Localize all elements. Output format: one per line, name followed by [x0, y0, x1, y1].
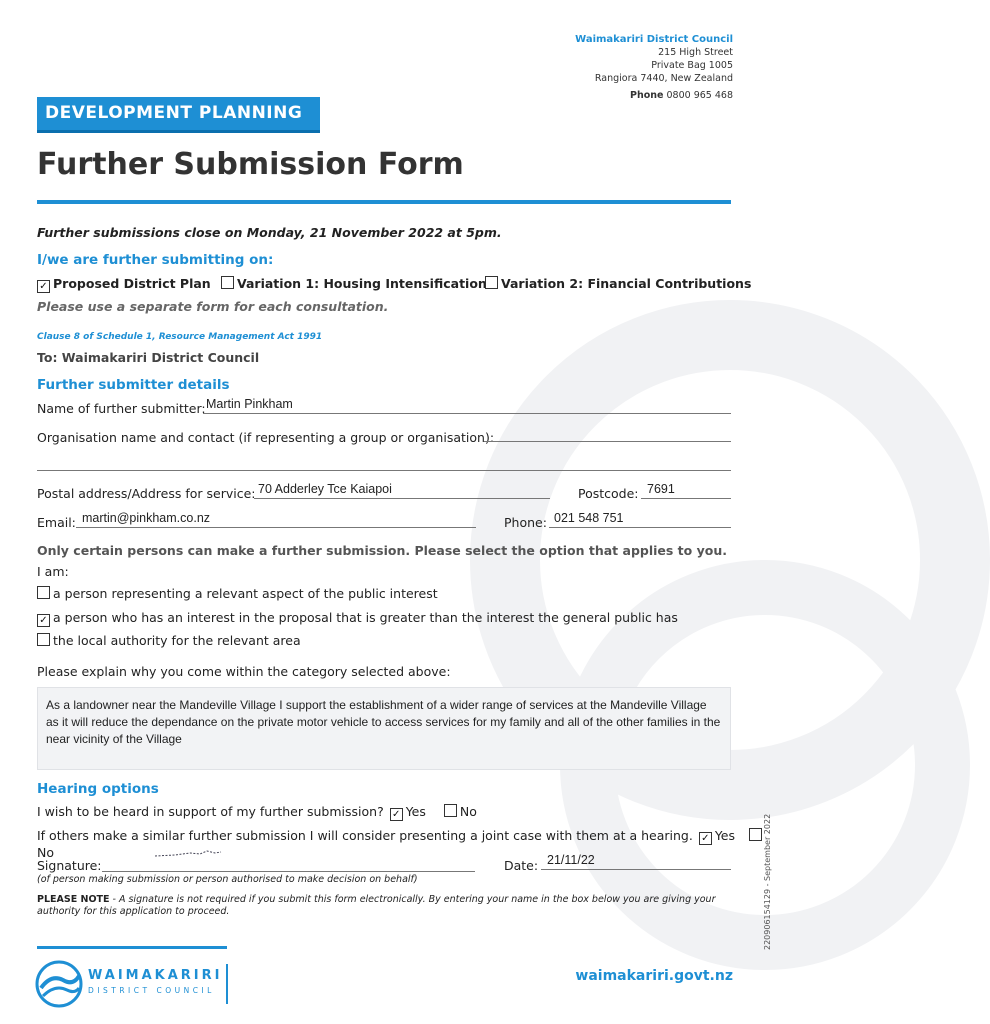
email-underline — [76, 527, 476, 528]
phone-underline — [549, 527, 731, 528]
option-variation-1[interactable] — [221, 276, 487, 291]
hearing-question-1 — [37, 804, 477, 821]
logo-divider — [226, 964, 228, 1004]
address-underline — [254, 498, 550, 499]
checkbox-checked[interactable]: ✓ — [37, 280, 50, 293]
name-label: Name of further submitter: — [37, 401, 206, 416]
checkbox[interactable] — [37, 633, 50, 646]
organisation-underline-2 — [37, 470, 731, 471]
phone-value: 0800 965 468 — [666, 90, 733, 101]
signature-scribble — [155, 848, 355, 862]
checkbox-checked[interactable]: ✓ — [37, 614, 50, 627]
close-notice: Further submissions close on Monday, 21 November 2022 at 5pm. — [37, 225, 502, 240]
logo-sub: DISTRICT COUNCIL — [88, 986, 215, 995]
postcode-label: Postcode: — [578, 486, 639, 501]
please-note-text: - A signature is not required if you submit this form electronically. By entering your name in the box below you are giving your authority for this application to proceed. — [37, 894, 716, 917]
eligibility-option-greater-interest[interactable] — [37, 610, 678, 627]
submitter-heading: Further submitter details — [37, 377, 230, 393]
address-label: Postal address/Address for service: — [37, 486, 256, 501]
date-underline — [541, 869, 731, 870]
title-rule — [37, 200, 731, 204]
organisation-underline — [484, 441, 731, 442]
question-text: If others make a similar further submission I will consider presenting a joint case with them at a hearing. — [37, 828, 693, 843]
address-line: 215 High Street — [658, 47, 733, 58]
checkbox[interactable] — [444, 804, 457, 817]
footer-rule — [37, 946, 227, 949]
hearing-question-2 — [37, 828, 770, 860]
please-note — [37, 894, 727, 918]
question-text: I wish to be heard in support of my further submission? — [37, 804, 384, 819]
logo-text — [88, 968, 222, 995]
option-variation-2[interactable] — [485, 276, 751, 291]
option-label: Variation 2: Financial Contributions — [501, 276, 752, 291]
postcode-underline — [641, 498, 731, 499]
phone-label: Phone: — [504, 515, 547, 530]
no-label: No — [37, 845, 54, 860]
phone-label: Phone — [630, 90, 664, 101]
logo-main: WAIMAKARIRI — [88, 968, 223, 983]
yes-label: Yes — [714, 828, 736, 843]
address-line: Private Bag 1005 — [651, 60, 733, 71]
option-label: a person who has an interest in the proposal that is greater than the interest the general public has — [53, 610, 678, 625]
phone-field[interactable]: 021 548 751 — [554, 511, 624, 525]
i-am-label: I am: — [37, 564, 69, 579]
clause-reference: Clause 8 of Schedule 1, Resource Management Act 1991 — [37, 332, 323, 342]
checkbox[interactable] — [749, 828, 762, 841]
email-field[interactable]: martin@pinkham.co.nz — [82, 511, 211, 525]
council-logo-icon — [35, 960, 83, 1008]
option-label: a person representing a relevant aspect of the public interest — [53, 586, 438, 601]
checkbox[interactable] — [485, 276, 498, 289]
postcode-field[interactable]: 7691 — [647, 482, 675, 496]
signature-note: (of person making submission or person authorised to make decision on behalf) — [37, 874, 418, 885]
to-line: To: Waimakariri District Council — [37, 350, 260, 365]
date-label: Date: — [504, 858, 539, 873]
page-title: Further Submission Form — [37, 147, 464, 182]
explain-text: As a landowner near the Mandeville Village I support the establishment of a wider range of services at the Mandeville Village as it will reduce the dependance on the private motor vehicle to access services for my family and all of the other families in the near vicinity of the Village — [46, 698, 721, 746]
signature-underline — [102, 871, 475, 872]
email-label: Email: — [37, 515, 76, 530]
eligibility-option-local-authority[interactable] — [37, 633, 301, 648]
option-label: the local authority for the relevant area — [53, 633, 301, 648]
option-label: Proposed District Plan — [53, 276, 211, 291]
no-label: No — [459, 804, 477, 819]
consultation-heading: I/we are further submitting on: — [37, 252, 274, 268]
hearing-heading: Hearing options — [37, 781, 159, 797]
side-reference-code: 220906154129 - September 2022 — [763, 813, 772, 950]
option-label: Variation 1: Housing Intensification — [237, 276, 487, 291]
eligibility-heading: Only certain persons can make a further submission. Please select the option that applies to you. — [37, 543, 727, 558]
website-link[interactable]: waimakariri.govt.nz — [575, 968, 733, 984]
yes-label: Yes — [405, 804, 426, 819]
banner-text: DEVELOPMENT PLANNING — [45, 103, 303, 123]
council-name: Waimakariri District Council — [575, 34, 733, 45]
council-header — [575, 33, 733, 102]
checkbox-checked[interactable]: ✓ — [699, 832, 712, 845]
date-field[interactable]: 21/11/22 — [547, 853, 595, 867]
please-note-label: PLEASE NOTE — [37, 894, 110, 905]
consultation-note: Please use a separate form for each consultation. — [37, 299, 389, 314]
signature-label: Signature: — [37, 858, 102, 873]
address-line: Rangiora 7440, New Zealand — [594, 73, 733, 84]
explain-label: Please explain why you come within the category selected above: — [37, 664, 451, 679]
checkbox-checked[interactable]: ✓ — [390, 808, 403, 821]
checkbox[interactable] — [37, 586, 50, 599]
name-underline — [203, 413, 731, 414]
organisation-label: Organisation name and contact (if representing a group or organisation): — [37, 430, 495, 445]
name-field[interactable]: Martin Pinkham — [206, 397, 293, 411]
checkbox[interactable] — [221, 276, 234, 289]
address-field[interactable]: 70 Adderley Tce Kaiapoi — [258, 482, 392, 496]
eligibility-option-public-interest[interactable] — [37, 586, 438, 601]
section-banner — [37, 97, 320, 133]
explain-textarea[interactable] — [37, 687, 731, 770]
option-proposed-district-plan[interactable] — [37, 276, 211, 293]
